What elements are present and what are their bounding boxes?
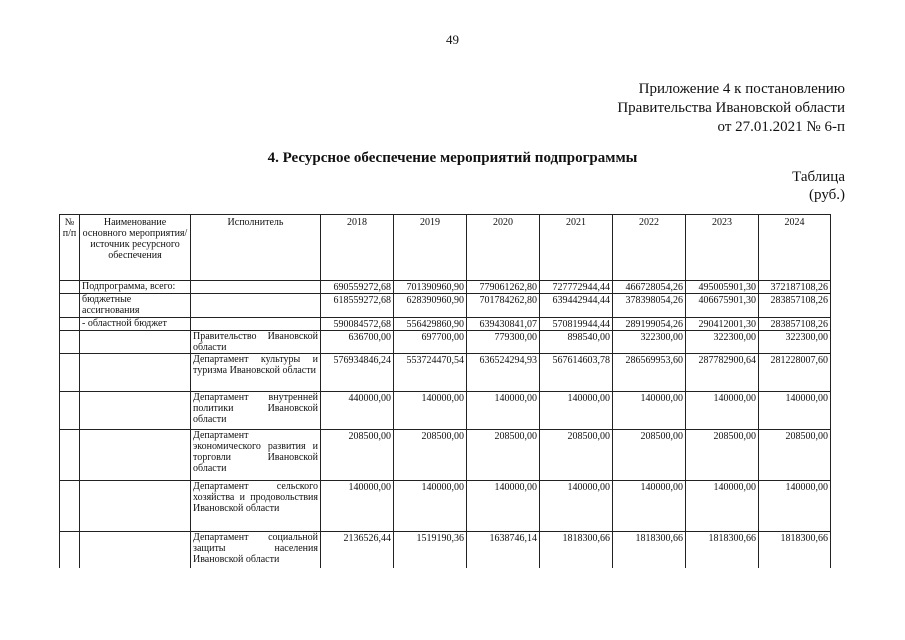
cell-value: 322300,00 (613, 331, 686, 354)
cell-num (60, 481, 80, 532)
cell-value: 701784262,80 (467, 294, 540, 318)
appendix-line-1: Приложение 4 к постановлению (638, 81, 845, 97)
cell-value: 140000,00 (394, 481, 467, 532)
cell-value: 1818300,66 (613, 532, 686, 568)
cell-value: 567614603,78 (540, 354, 613, 392)
cell-value: 208500,00 (467, 430, 540, 481)
cell-num (60, 354, 80, 392)
cell-name (80, 481, 191, 532)
cell-value: 779300,00 (467, 331, 540, 354)
cell-value: 140000,00 (686, 481, 759, 532)
cell-value: 283857108,26 (759, 318, 831, 331)
cell-value: 140000,00 (467, 481, 540, 532)
cell-name (80, 354, 191, 392)
table-row (60, 430, 831, 481)
table-row (60, 354, 831, 392)
header-year: 2021 (540, 215, 613, 281)
cell-executor: Правительство Ивановской области (191, 331, 321, 354)
cell-value: 140000,00 (394, 392, 467, 430)
cell-executor: Департамент культуры и туризма Ивановской области (191, 354, 321, 392)
cell-name (80, 392, 191, 430)
appendix-line-2: Правительства Ивановской области (617, 100, 845, 116)
header-year: 2023 (686, 215, 759, 281)
cell-value: 208500,00 (321, 430, 394, 481)
table-caption-unit: (руб.) (809, 187, 845, 203)
cell-name: Подпрограмма, всего: (80, 281, 191, 294)
cell-executor (191, 294, 321, 318)
cell-value: 495005901,30 (686, 281, 759, 294)
cell-value: 281228007,60 (759, 354, 831, 392)
cell-value: 639430841,07 (467, 318, 540, 331)
cell-executor: Департамент внутренней политики Ивановской области (191, 392, 321, 430)
cell-value: 208500,00 (686, 430, 759, 481)
cell-value: 697700,00 (394, 331, 467, 354)
section-title: 4. Ресурсное обеспечение мероприятий подпрограммы (267, 150, 638, 166)
cell-num (60, 281, 80, 294)
cell-value: 287782900,64 (686, 354, 759, 392)
cell-num (60, 392, 80, 430)
header-year: 2020 (467, 215, 540, 281)
cell-value: 701390960,90 (394, 281, 467, 294)
cell-value: 576934846,24 (321, 354, 394, 392)
cell-num (60, 294, 80, 318)
header-executor: Исполнитель (191, 215, 321, 281)
cell-value: 440000,00 (321, 392, 394, 430)
cell-executor: Департамент сельского хозяйства и продовольствия Ивановской области (191, 481, 321, 532)
cell-value: 628390960,90 (394, 294, 467, 318)
cell-value: 556429860,90 (394, 318, 467, 331)
table-header-row (60, 215, 831, 281)
cell-value: 898540,00 (540, 331, 613, 354)
table-row (60, 294, 831, 318)
cell-value: 406675901,30 (686, 294, 759, 318)
page-number: 49 (446, 32, 459, 47)
cell-value: 636700,00 (321, 331, 394, 354)
cell-value: 1818300,66 (540, 532, 613, 568)
cell-name (80, 331, 191, 354)
cell-value: 570819944,44 (540, 318, 613, 331)
cell-value: 289199054,26 (613, 318, 686, 331)
cell-value: 636524294,93 (467, 354, 540, 392)
cell-value: 372187108,26 (759, 281, 831, 294)
table-row (60, 318, 831, 331)
cell-num (60, 331, 80, 354)
cell-value: 290412001,30 (686, 318, 759, 331)
table-row (60, 281, 831, 294)
appendix-line-3: от 27.01.2021 № 6-п (717, 119, 845, 135)
cell-executor: Департамент экономического развития и торговли Ивановской области (191, 430, 321, 481)
cell-value: 140000,00 (540, 392, 613, 430)
cell-value: 1519190,36 (394, 532, 467, 568)
cell-value: 208500,00 (394, 430, 467, 481)
cell-value: 140000,00 (759, 481, 831, 532)
cell-name (80, 532, 191, 568)
cell-value: 208500,00 (540, 430, 613, 481)
cell-name: - областной бюджет (80, 318, 191, 331)
cell-num (60, 318, 80, 331)
cell-num (60, 532, 80, 568)
cell-value: 1818300,66 (686, 532, 759, 568)
cell-value: 208500,00 (613, 430, 686, 481)
cell-name: бюджетные ассигнования (80, 294, 191, 318)
table-caption (792, 168, 845, 204)
cell-executor: Департамент социальной защиты населения Ивановской области (191, 532, 321, 568)
cell-value: 553724470,54 (394, 354, 467, 392)
cell-value: 140000,00 (321, 481, 394, 532)
cell-value: 140000,00 (467, 392, 540, 430)
cell-value: 208500,00 (759, 430, 831, 481)
cell-value: 727772944,44 (540, 281, 613, 294)
header-num: № п/п (60, 215, 80, 281)
cell-executor (191, 318, 321, 331)
table-row (60, 532, 831, 568)
table-row (60, 481, 831, 532)
cell-value: 140000,00 (686, 392, 759, 430)
cell-value: 140000,00 (540, 481, 613, 532)
cell-value: 639442944,44 (540, 294, 613, 318)
cell-executor (191, 281, 321, 294)
cell-value: 140000,00 (613, 481, 686, 532)
cell-value: 1818300,66 (759, 532, 831, 568)
cell-value: 322300,00 (686, 331, 759, 354)
cell-name (80, 430, 191, 481)
header-name: Наименование основного мероприятия/ источник ресурсного обеспечения (80, 215, 191, 281)
cell-value: 690559272,68 (321, 281, 394, 294)
cell-value: 140000,00 (613, 392, 686, 430)
cell-value: 618559272,68 (321, 294, 394, 318)
header-year: 2018 (321, 215, 394, 281)
header-year: 2024 (759, 215, 831, 281)
cell-num (60, 430, 80, 481)
cell-value: 322300,00 (759, 331, 831, 354)
cell-value: 466728054,26 (613, 281, 686, 294)
cell-value: 590084572,68 (321, 318, 394, 331)
cell-value: 378398054,26 (613, 294, 686, 318)
appendix-reference (617, 80, 845, 137)
table-caption-label: Таблица (792, 169, 845, 185)
cell-value: 283857108,26 (759, 294, 831, 318)
header-year: 2022 (613, 215, 686, 281)
cell-value: 140000,00 (759, 392, 831, 430)
table-row (60, 331, 831, 354)
cell-value: 779061262,80 (467, 281, 540, 294)
table-row (60, 392, 831, 430)
resource-table (59, 214, 831, 568)
header-year: 2019 (394, 215, 467, 281)
cell-value: 2136526,44 (321, 532, 394, 568)
cell-value: 286569953,60 (613, 354, 686, 392)
cell-value: 1638746,14 (467, 532, 540, 568)
